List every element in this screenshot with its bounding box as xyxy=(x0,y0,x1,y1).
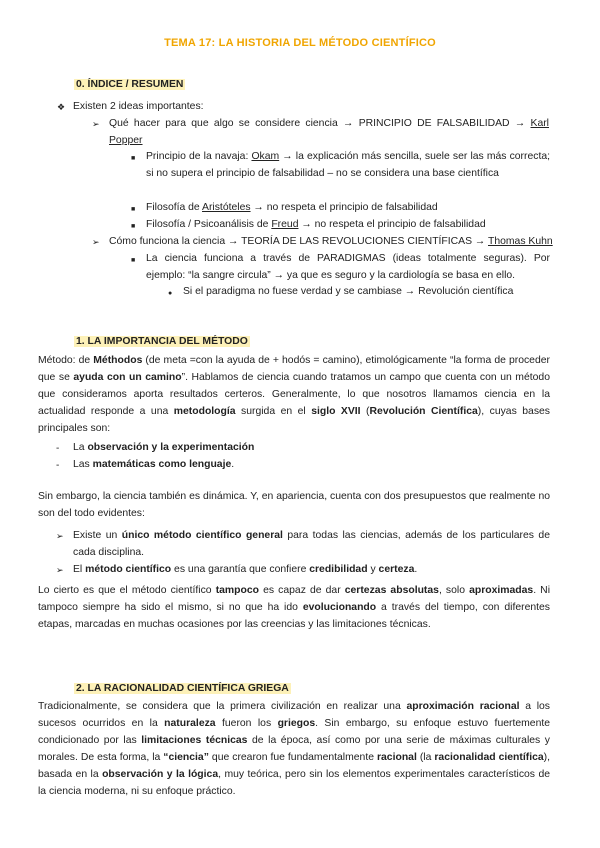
section-2-heading: 2. LA RACIONALIDAD CIENTÍFICA GRIEGA xyxy=(76,683,289,694)
certainty-paragraph: Lo cierto es que el método científico tampoco es capaz de dar certezas absolutas, solo aproximadas. Ni tampoco siempre ha sido el mismo, si no que ha ido evolucionando a través del tiempo, con diferentes etapas, marcadas en muchas ocasiones por las creencias y las limitaciones técnicas. xyxy=(38,585,550,630)
document-title: TEMA 17: LA HISTORIA DEL MÉTODO CIENTÍFICO xyxy=(164,37,436,49)
popper-link: Karl Popper xyxy=(109,118,549,146)
freud-item: Filosofía / Psicoanálisis de Freud → no respeta el principio de falsabilidad xyxy=(146,219,486,230)
greek-paragraph: Tradicionalmente, se considera que la primera civilización en realizar una aproximación racional a los sucesos ocurridos en la naturaleza fueron los griegos. Sin embargo, su enfoque estuvo fuertemente condicionado por las limitaciones técnicas de la época, así como por una serie de máximas culturales y morales. De esta forma, la “ciencia” que crearon fue fundamentalmente racional (la racionalidad científica), basada en la observación y la lógica, muy teórica, pero sin los elementos experimentales característicos de la ciencia moderna, ni su enfoque práctico. xyxy=(38,701,551,797)
arrow-bullet-icon: ➢ xyxy=(56,531,64,541)
guarantee-item: El método científico es una garantía que confiere credibilidad y certeza. xyxy=(73,564,418,575)
arrow-bullet-icon: ➢ xyxy=(56,565,64,575)
okam-item: Principio de la navaja: Okam → la explicación más sencilla, suele ser las más correcta; si no supera el principio de falsabilidad – no se considera una base científica xyxy=(146,151,551,179)
arrow-bullet-icon: ➢ xyxy=(92,237,100,247)
section-0-heading: 0. ÍNDICE / RESUMEN xyxy=(76,79,184,90)
paradigm-item: La ciencia funciona a través de PARADIGMAS (ideas totalmente seguras). Por ejemplo: “la sangre circula” → ya que es seguro y la cardiología se basa en ello. xyxy=(146,253,550,281)
arrow-bullet-icon: ➢ xyxy=(92,119,100,129)
section-1-heading: 1. LA IMPORTANCIA DEL MÉTODO xyxy=(76,336,248,347)
revolution-item: Si el paradigma no fuese verdad y se cambiase → Revolución científica xyxy=(183,286,514,297)
square-bullet-icon: ■ xyxy=(131,257,136,264)
square-bullet-icon: ■ xyxy=(131,155,136,162)
basis-math: Las matemáticas como lenguaje. xyxy=(73,459,235,470)
aristoteles-item: Filosofía de Aristóteles → no respeta el principio de falsabilidad xyxy=(146,202,438,213)
method-paragraph: Método: de Méthodos (de meta =con la ayuda de + hodós = camino), etimológicamente “la forma de proceder que se ayuda con un camino”. Hablamos de ciencia cuando tratamos un campo que cuenta con un método que consideramos aporta resultados certeros. Generalmente, lo que nosotros llamamos ciencia en la actualidad responde a una metodología surgida en el siglo XVII (Revolución Científica), cuyas bases principales son: xyxy=(38,355,550,434)
basis-observation: La observación y la experimentación xyxy=(73,442,255,453)
kuhn-item: Cómo funciona la ciencia → TEORÍA DE LAS REVOLUCIONES CIENTÍFICAS → Thomas Kuhn xyxy=(109,236,553,247)
dash-bullet-icon: - xyxy=(56,443,60,454)
falsability-item: Qué hacer para que algo se considere ciencia → PRINCIPIO DE FALSABILIDAD → Karl Popper xyxy=(109,118,549,146)
square-bullet-icon: ■ xyxy=(131,206,136,213)
index-intro: Existen 2 ideas importantes: xyxy=(73,101,204,112)
dash-bullet-icon: - xyxy=(56,460,60,471)
diamond-bullet-icon: ❖ xyxy=(57,102,66,112)
dot-bullet-icon: ● xyxy=(168,290,173,297)
dynamic-paragraph: Sin embargo, la ciencia también es dinámica. Y, en apariencia, cuenta con dos presupuestos que realmente no son del todo evidentes: xyxy=(38,491,550,519)
single-method-item: Existe un único método científico general para todas las ciencias, además de los particulares de cada disciplina. xyxy=(73,530,550,558)
square-bullet-icon: ■ xyxy=(131,223,136,230)
